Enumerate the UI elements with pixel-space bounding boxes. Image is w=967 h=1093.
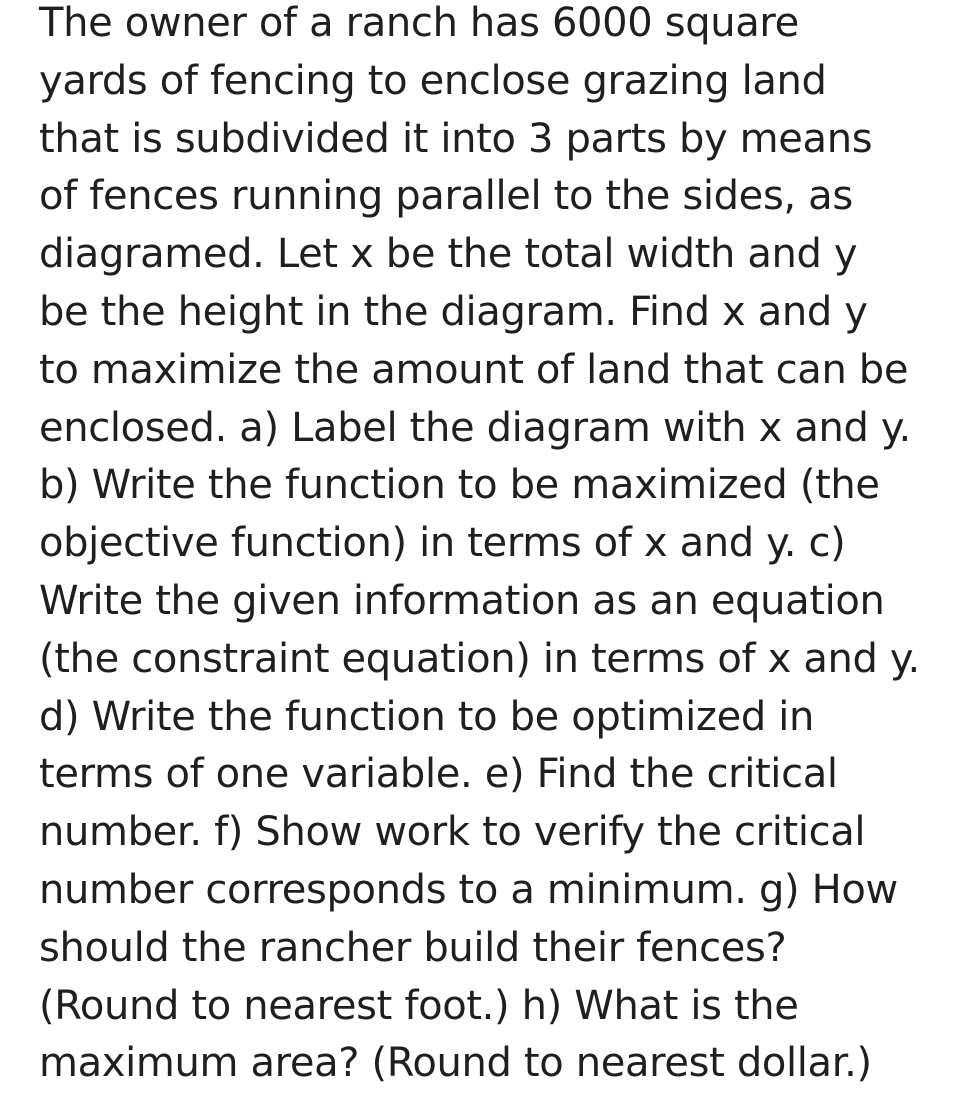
problem-line-13: d) Write the function to be optimized in (39, 693, 815, 740)
problem-line-5: diagramed. Let x be the total width and y (39, 231, 858, 278)
problem-line-8: enclosed. a) Label the diagram with x and y. (39, 404, 911, 451)
problem-line-1: The owner of a ranch has 6000 square (39, 0, 799, 46)
problem-line-7: to maximize the amount of land that can be (39, 346, 909, 393)
problem-line-9: b) Write the function to be maximized (the (39, 462, 880, 509)
problem-line-10: objective function) in terms of x and y. c) (39, 520, 846, 567)
problem-line-11: Write the given information as an equation (39, 577, 885, 624)
problem-line-18: (Round to nearest foot.) h) What is the (39, 982, 799, 1029)
problem-line-19: maximum area? (Round to nearest dollar.) (39, 1040, 872, 1087)
problem-line-12: (the constraint equation) in terms of x and y. (39, 635, 920, 682)
problem-line-15: number. f) Show work to verify the critical (39, 809, 866, 856)
problem-line-6: be the height in the diagram. Find x and y (39, 288, 868, 335)
problem-line-16: number corresponds to a minimum. g) How (39, 866, 898, 913)
problem-line-3: that is subdivided it into 3 parts by means (39, 115, 873, 162)
problem-line-4: of fences running parallel to the sides, as (39, 173, 853, 220)
problem-line-14: terms of one variable. e) Find the critical (39, 751, 838, 798)
problem-line-2: yards of fencing to enclose grazing land (39, 57, 827, 104)
problem-text (39, 0, 967, 1093)
problem-line-17: should the rancher build their fences? (39, 924, 787, 971)
